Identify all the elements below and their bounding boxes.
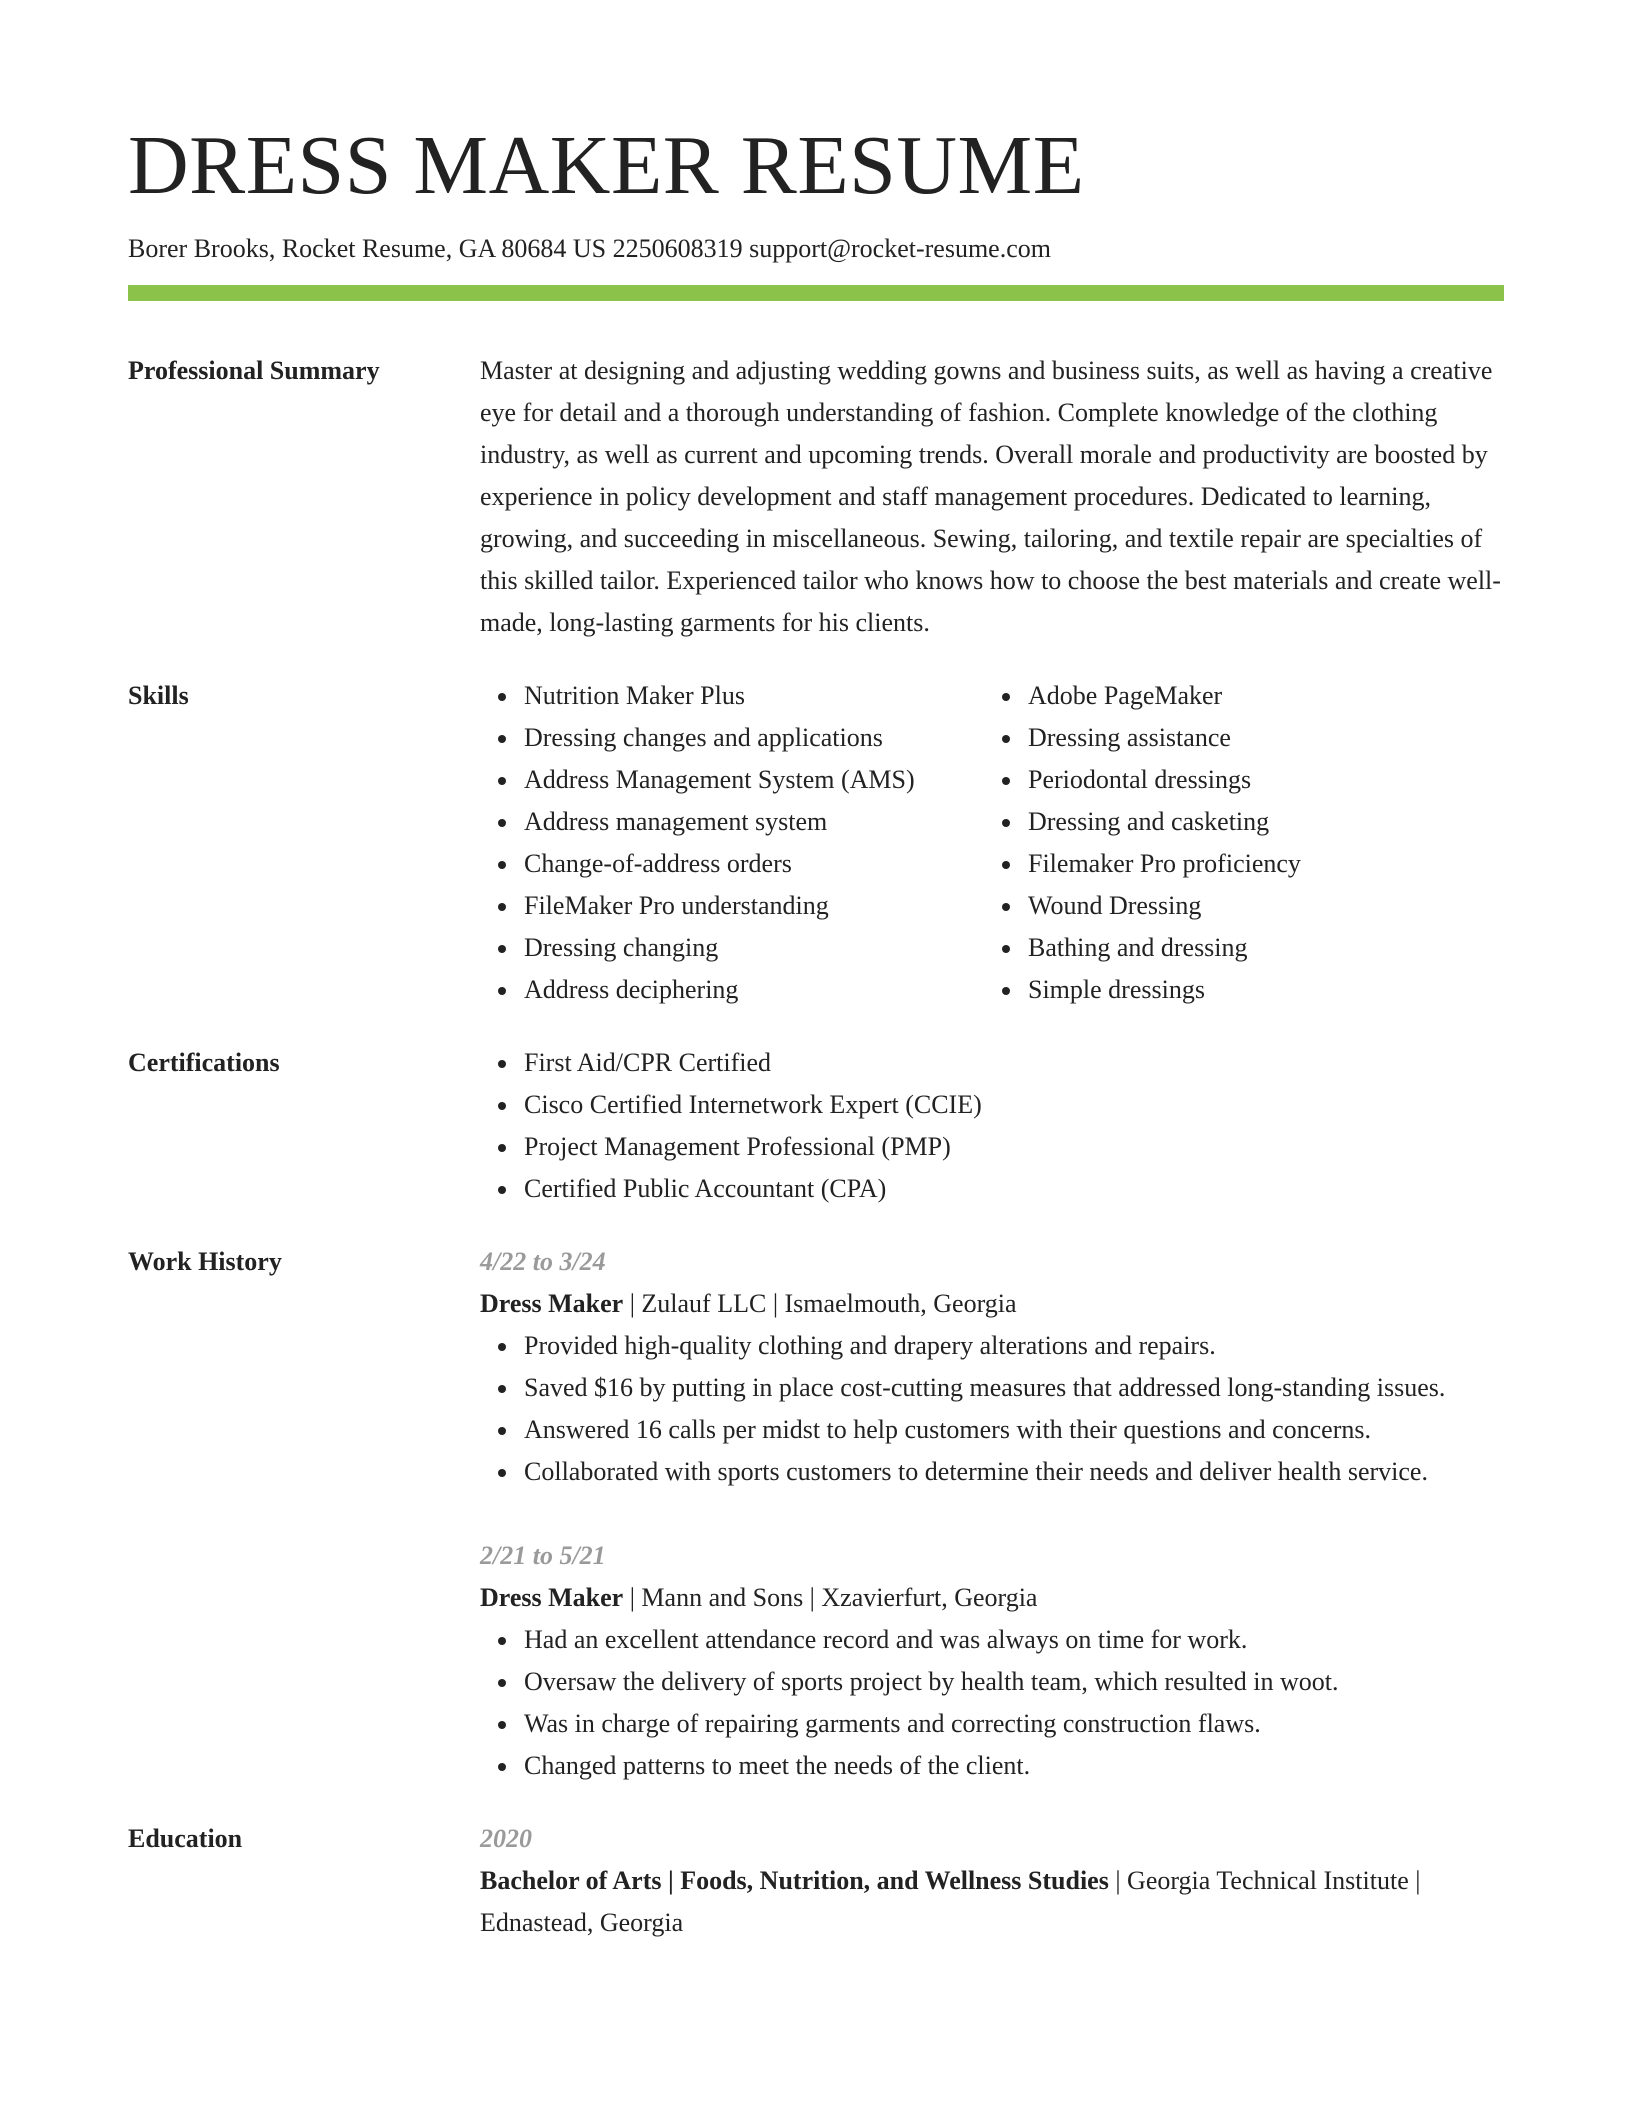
skill-item: Dressing and casketing bbox=[1028, 801, 1548, 843]
work-history-body bbox=[480, 1241, 1504, 1787]
skill-item: Address Management System (AMS) bbox=[524, 759, 984, 801]
summary-text: Master at designing and adjusting wedding gowns and business suits, as well as having a creative eye for detail and a thorough understanding of fashion. Complete knowledge of the clothing industry, as well as current and upcoming trends. Overall morale and productivity are boosted by experience in policy development and staff management procedures. Dedicated to learning, growing, and succeeding in miscellaneous. Sewing, tailoring, and textile repair are specialties of this skilled tailor. Experienced tailor who knows how to choose the best materials and create well-made, long-lasting garments for his clients. bbox=[480, 356, 1501, 637]
skill-item: Dressing changes and applications bbox=[524, 717, 984, 759]
accent-divider bbox=[128, 285, 1504, 301]
job-bullet: Changed patterns to meet the needs of the client. bbox=[524, 1745, 1504, 1787]
job-role: Dress Maker bbox=[480, 1583, 624, 1612]
education-degree: Bachelor of Arts | Foods, Nutrition, and Wellness Studies bbox=[480, 1866, 1109, 1895]
skills-list-right bbox=[984, 675, 1548, 1011]
certification-item: Certified Public Accountant (CPA) bbox=[524, 1168, 1504, 1210]
job-entry bbox=[480, 1241, 1504, 1493]
skill-item: Dressing assistance bbox=[1028, 717, 1548, 759]
certification-item: Project Management Professional (PMP) bbox=[524, 1126, 1504, 1168]
skill-item: Change-of-address orders bbox=[524, 843, 984, 885]
contact-line: Borer Brooks, Rocket Resume, GA 80684 US 2250608319 support@rocket-resume.com bbox=[128, 234, 1051, 263]
certifications-list bbox=[480, 1042, 1504, 1210]
skill-item: Nutrition Maker Plus bbox=[524, 675, 984, 717]
job-dates: 2/21 to 5/21 bbox=[480, 1541, 606, 1570]
job-title-line bbox=[480, 1577, 1504, 1619]
skill-item: Bathing and dressing bbox=[1028, 927, 1548, 969]
job-bullet: Was in charge of repairing garments and correcting construction flaws. bbox=[524, 1703, 1504, 1745]
job-bullet: Collaborated with sports customers to determine their needs and deliver health service. bbox=[524, 1451, 1504, 1493]
skills-list-left bbox=[480, 675, 984, 1011]
resume-title: DRESS MAKER RESUME bbox=[128, 119, 1085, 212]
education-year: 2020 bbox=[480, 1824, 532, 1853]
job-bullet: Had an excellent attendance record and was always on time for work. bbox=[524, 1619, 1504, 1661]
skill-item: FileMaker Pro understanding bbox=[524, 885, 984, 927]
education-degree-line bbox=[480, 1860, 1504, 1944]
education-section bbox=[128, 1818, 1504, 1944]
skills-heading: Skills bbox=[128, 681, 189, 710]
skill-item: Wound Dressing bbox=[1028, 885, 1548, 927]
skill-item: Address management system bbox=[524, 801, 984, 843]
job-bullets bbox=[480, 1325, 1504, 1493]
work-history-heading: Work History bbox=[128, 1247, 282, 1276]
job-role: Dress Maker bbox=[480, 1289, 624, 1318]
job-employer: | Zulauf LLC | Ismaelmouth, Georgia bbox=[623, 1289, 1017, 1318]
skill-item: Adobe PageMaker bbox=[1028, 675, 1548, 717]
skills-section bbox=[128, 675, 1504, 1011]
job-entry bbox=[480, 1535, 1504, 1787]
skill-item: Address deciphering bbox=[524, 969, 984, 1011]
education-school: | Georgia Technical Institute | Ednastead, Georgia bbox=[480, 1866, 1421, 1937]
education-heading: Education bbox=[128, 1824, 243, 1853]
skill-item: Filemaker Pro proficiency bbox=[1028, 843, 1548, 885]
summary-heading: Professional Summary bbox=[128, 356, 380, 385]
skill-item: Simple dressings bbox=[1028, 969, 1548, 1011]
job-dates: 4/22 to 3/24 bbox=[480, 1247, 606, 1276]
job-employer: | Mann and Sons | Xzavierfurt, Georgia bbox=[623, 1583, 1038, 1612]
job-bullet: Oversaw the delivery of sports project by health team, which resulted in woot. bbox=[524, 1661, 1504, 1703]
resume-sections bbox=[128, 350, 1504, 1944]
skill-item: Dressing changing bbox=[524, 927, 984, 969]
certification-item: First Aid/CPR Certified bbox=[524, 1042, 1504, 1084]
job-bullets bbox=[480, 1619, 1504, 1787]
certifications-heading: Certifications bbox=[128, 1048, 280, 1077]
certifications-body bbox=[480, 1042, 1504, 1210]
work-history-section bbox=[128, 1241, 1504, 1787]
skill-item: Periodontal dressings bbox=[1028, 759, 1548, 801]
skills-body bbox=[480, 675, 1504, 1011]
summary-section bbox=[128, 350, 1504, 644]
job-title-line bbox=[480, 1283, 1504, 1325]
job-bullet: Provided high-quality clothing and drapery alterations and repairs. bbox=[524, 1325, 1504, 1367]
education-body bbox=[480, 1818, 1504, 1944]
job-bullet: Saved $16 by putting in place cost-cutting measures that addressed long-standing issues. bbox=[524, 1367, 1504, 1409]
summary-body bbox=[480, 350, 1504, 644]
skills-grid bbox=[480, 675, 1504, 1011]
job-bullet: Answered 16 calls per midst to help customers with their questions and concerns. bbox=[524, 1409, 1504, 1451]
certification-item: Cisco Certified Internetwork Expert (CCIE) bbox=[524, 1084, 1504, 1126]
certifications-section bbox=[128, 1042, 1504, 1210]
